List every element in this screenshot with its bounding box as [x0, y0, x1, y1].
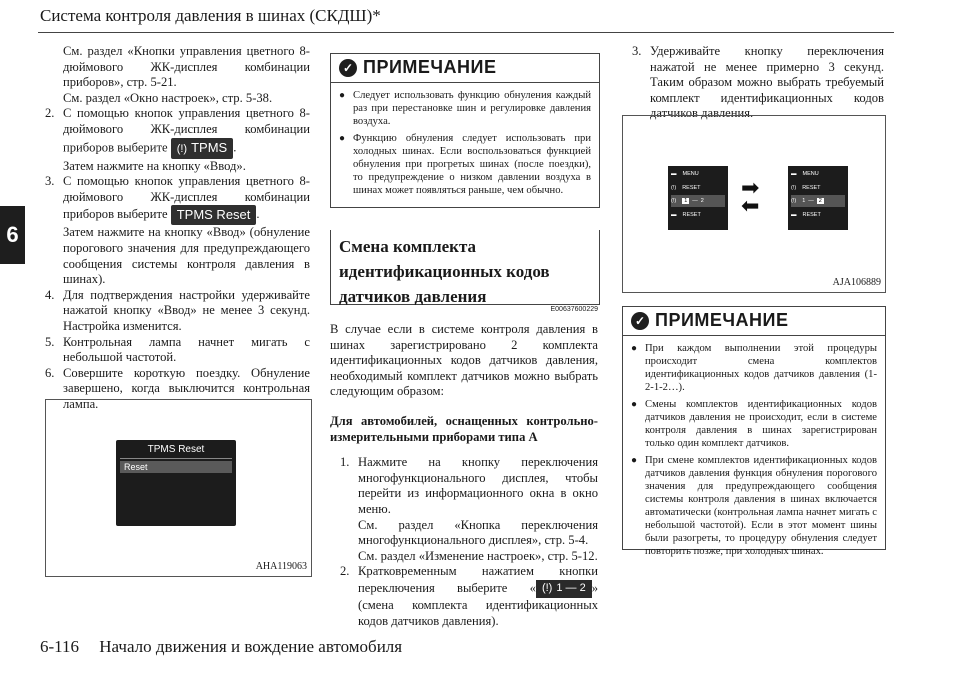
section-intro: В случае если в системе контроля давления в шинах зарегистрировано 2 комплекта идентификационных кодов датчиков давления, необходимый комплект датчиков можно выбрать следующим образом: — [330, 322, 598, 399]
subheading: Для автомобилей, оснащенных контрольно-измерительными приборами типа А — [330, 413, 598, 444]
tire-warning-icon: (!) — [671, 198, 677, 204]
note-check-icon: ✓ — [631, 312, 649, 330]
tpms-reset-button-image: TPMS Reset — [171, 205, 257, 225]
footer-title: Начало движения и вождение автомобиля — [99, 637, 403, 656]
note-check-icon: ✓ — [339, 59, 357, 77]
display-screen — [116, 440, 236, 526]
figure-code: AJA106889 — [832, 277, 881, 288]
tire-warning-icon: (!) — [791, 185, 797, 191]
screen-title: TPMS Reset — [147, 444, 205, 455]
chapter-tab: 6 — [0, 206, 25, 264]
step-1: 1. Нажмите на кнопку переключения многофункционального дисплея, чтобы перейти из информационного окна в окно меню. См. раздел «Кнопка переключения многофункционального дисплея», стр. 5-4. См. раздел «Изменение настроек», стр. 5-12. — [340, 455, 598, 563]
car-icon: ▬ — [791, 171, 797, 177]
tire-warning-icon: (!) — [176, 142, 188, 155]
step-2: 2. С помощью кнопок управления цветного 8-дюймового ЖК-дисплея комбинации приборов выберите (!) TPMS . Затем нажмите на кнопку «Ввод». — [45, 106, 310, 173]
note-title: ПРИМЕЧАНИЕ — [363, 57, 497, 77]
note-header — [331, 54, 599, 83]
figure-tpms-reset — [45, 399, 312, 577]
note-box-2 — [622, 306, 886, 557]
step-5: 5. Контрольная лампа начнет мигать с небольшой частотой. — [45, 334, 310, 365]
step-6: 6. Совершите короткую поездку. Обнуление завершено, когда выключится контрольная лампа. — [45, 365, 310, 411]
note-box-1 — [330, 53, 600, 208]
column-3 — [622, 44, 884, 122]
column-1 — [45, 44, 310, 412]
note-bullet: ● Смены комплектов идентификационных кодов датчиков давления не происходит, если в системе контроля давления в шинах зарегистрирован только один комплект датчиков. — [631, 399, 877, 449]
id-set-switch-symbol: (!) 1 — 2 — [536, 580, 592, 598]
tire-warning-icon: (!) — [541, 582, 553, 595]
tire-warning-icon: (!) — [671, 185, 677, 191]
ref-paragraph-2: См. раздел «Окно настроек», стр. 5-38. — [63, 90, 273, 105]
tire-warning-icon: (!) — [791, 198, 797, 204]
header-rule — [38, 32, 894, 33]
display-screen-left: ▬ MENU (!) RESET (!) 1 — 2 ▬ RESET — [668, 166, 728, 230]
note-bullet: ● Функцию обнуления следует использовать при холодных шинах. Если воспользоваться функцией обнуления при прогретых шинах (после поездки), то предупреждение о низком давлении воздуха в шинах может появляться раньше, чем обычно. — [339, 133, 591, 196]
page-footer — [40, 637, 402, 657]
car-icon: ▬ — [671, 171, 677, 177]
figure-code: AHA119063 — [255, 561, 307, 572]
arrow-right-icon: ➡ — [741, 176, 760, 201]
column-2 — [330, 322, 598, 629]
section-title: Смена комплекта идентификационных кодов датчиков давления — [339, 237, 550, 306]
note-header — [623, 307, 885, 336]
tpms-button-image: (!) TPMS — [171, 138, 234, 159]
section-title-box — [330, 230, 600, 305]
car-icon: ▬ — [671, 212, 677, 218]
note-bullet: ● При каждом выполнении этой процедуры происходит смена комплектов идентификационных кодов датчиков давления (1-2-1-2…). — [631, 343, 877, 393]
step-3: 3. С помощью кнопок управления цветного 8-дюймового ЖК-дисплея комбинации приборов выберите TPMS Reset . Затем нажмите на кнопку «Ввод» (обнуление порогового значения для предупреждающего сообщения системы контроля давления в шинах). — [45, 174, 310, 287]
arrow-left-icon: ⬅ — [741, 194, 760, 219]
screen-menu-item-reset: Reset — [120, 461, 232, 473]
note-bullet: ● При смене комплектов идентификационных кодов датчиков давления функция обнуления порогового значения для предупреждающего сообщения системы контроля давления в шинах включается автоматически (контрольная лампа начнет мигать с небольшой частотой). Если в этот момент шины были разогреты, то процедуру обнуления следует повторить позже, при холодных шинах. — [631, 455, 877, 557]
figure-id-set-switch — [622, 115, 886, 293]
screen-divider — [120, 458, 232, 459]
step-2: 2. Кратковременным нажатием кнопки переключения выберите « (!) 1 — 2 » (смена комплекта идентификационных кодов датчиков давления). — [340, 564, 598, 628]
step-4: 4. Для подтверждения настройки удерживайте нажатой кнопку «Ввод» не менее 3 секунд. Настройка изменится. — [45, 287, 310, 333]
note-bullet: ● Следует использовать функцию обнуления каждый раз при перестановке шин и регулировке давления воздуха. — [339, 90, 591, 127]
note-title: ПРИМЕЧАНИЕ — [655, 310, 789, 330]
display-screen-right: ▬ MENU (!) RESET (!) 1 — 2 ▬ RESET — [788, 166, 848, 230]
page-header-title: Система контроля давления в шинах (СКДШ)* — [40, 6, 381, 25]
ref-paragraph-1: См. раздел «Кнопки управления цветного 8-дюймового ЖК-дисплея комбинации приборов», стр. 5-21. — [63, 44, 310, 90]
section-code: E00637600229 — [550, 306, 598, 313]
car-icon: ▬ — [791, 212, 797, 218]
step-3: 3. Удерживайте кнопку переключения нажатой не менее примерно 3 секунд. Таким образом можно выбрать требуемый комплект идентификационных кодов датчиков давления. — [632, 44, 884, 121]
page-number: 6-116 — [40, 637, 80, 656]
